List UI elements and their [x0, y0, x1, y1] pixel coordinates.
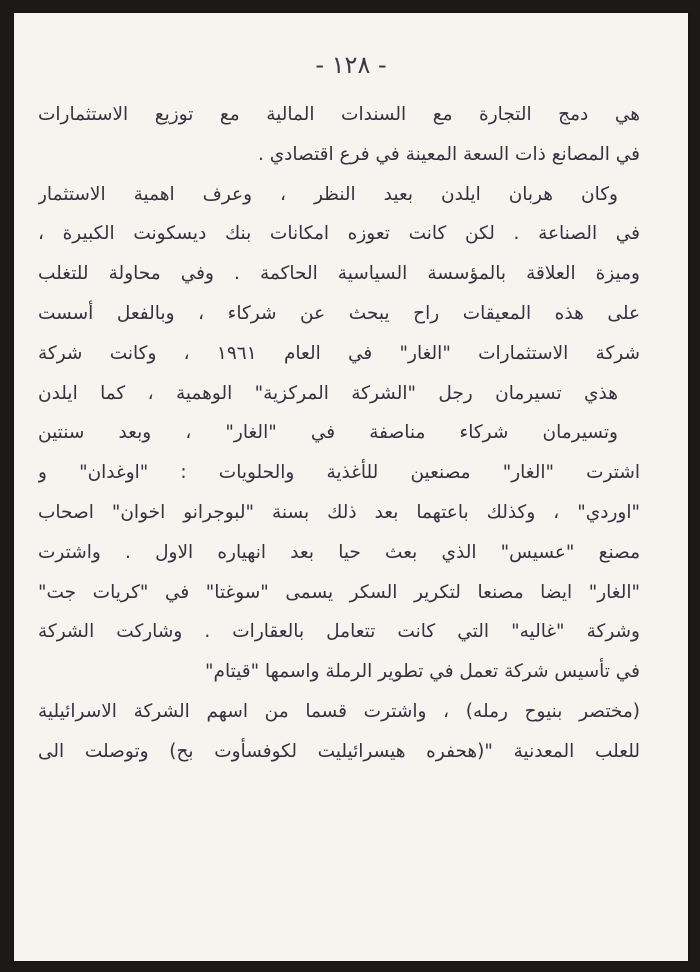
text-line: هي دمج التجارة مع السندات المالية مع توزيع الاستثمارات [38, 104, 640, 125]
text-line: وتسيرمان شركاء مناصفة في "الغار" ، وبعد سنتين [38, 422, 618, 444]
text-line: (مختصر بنيوح رمله) ، واشترت قسما من اسهم الشركة الاسرائيلية [38, 700, 640, 722]
text-line: في الصناعة . لكن كانت تعوزه امكانات بنك ديسكونت الكبيرة ، [38, 223, 640, 245]
manuscript-page [14, 13, 688, 961]
text-line: في تأسيس شركة تعمل في تطوير الرملة واسمها "قيتام" [205, 661, 640, 683]
page-number: - ١٢٨ - [315, 51, 387, 79]
text-line: اشترت "الغار" مصنعين للأغذية والحلويات : "اوغدان" و [38, 462, 640, 484]
text-line: وكان هربان ايلدن بعيد النظر ، وعرف اهمية الاستثمار [38, 183, 618, 205]
handwritten-text-body [38, 95, 640, 772]
text-line: في المصانع ذات السعة المعينة في فرع اقتصادي . [257, 143, 640, 165]
text-line: للعلب المعدنية "(هحفره هيسرائيليت لكوفسأوت بح) وتوصلت الى [38, 740, 640, 762]
text-line: وشركة "غاليه" التي كانت تتعامل بالعقارات . وشاركت الشركة [38, 621, 640, 643]
text-line: "اوردي" ، وكذلك باعتهما بعد ذلك بسنة "لبوجرانو اخوان" اصحاب [38, 501, 640, 523]
text-line: هذي تسيرمان رجل "الشركة المركزية" الوهمية ، كما ايلدن [38, 382, 618, 404]
text-line: على هذه المعيقات راح يبحث عن شركاء ، وبالفعل أسست [38, 302, 640, 324]
text-line: مصنع "عسيس" الذي بعث حيا بعد انهياره الاول . واشترت [38, 541, 640, 563]
text-line: وميزة العلاقة بالمؤسسة السياسية الحاكمة . وفي محاولة للتغلب [38, 263, 640, 285]
text-line: شركة الاستثمارات "الغار" في العام ١٩٦١ ، وكانت شركة [38, 342, 640, 364]
text-line: "الغار" ايضا مصنعا لتكرير السكر يسمى "سوغتا" في "كريات جت" [38, 581, 640, 603]
